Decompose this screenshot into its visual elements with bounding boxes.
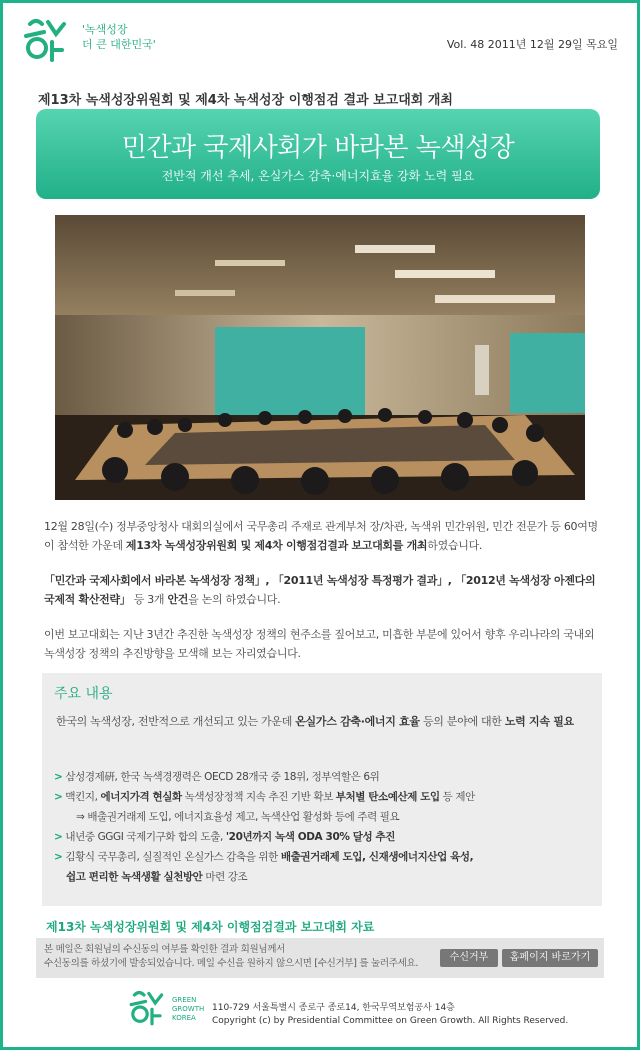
summary-sub-bullet: ⇒ 배출권거래제 도입, 에너지효율성 제고, 녹색산업 활성화 등에 주력 필요 — [76, 811, 400, 823]
notice-line2: 수신동의를 하셨기에 발송되었습니다. 메일 수신을 원하지 않으시면 [수신거부] 를 눌러주세요. — [44, 958, 419, 969]
footer-copyright: Copyright (c) by Presidential Committee on Green Growth. All Rights Reserved. — [212, 1016, 569, 1026]
brand-line: GROWTH — [172, 1005, 205, 1013]
bullet-emphasis: 배출권거래제 도입, 신재생에너지산업 육성, — [280, 851, 474, 863]
summary-bullet — [54, 767, 594, 787]
article-subtitle: 전반적 개선 추세, 온실가스 감축·에너지효율 강화 노력 필요 — [161, 169, 475, 183]
footer-address: 110-729 서울특별시 종로구 종로14, 한국무역보험공사 14층 — [212, 1003, 455, 1013]
summary-bullet-continued — [54, 867, 594, 887]
brand-line: KOREA — [172, 1014, 196, 1022]
slogan — [82, 22, 156, 52]
bullet-arrow-icon: > — [54, 851, 63, 863]
footer-brand — [172, 996, 204, 1023]
p1-emphasis: 제13차 녹색성장위원회 및 제4차 이행점검결과 보고대회를 개최 — [125, 539, 428, 552]
p1-text: 12월 28일(수) 정부중앙청사 대회의실에서 국무총리 주재로 관계부처 장/차관, 녹색위 민간위원, 민간 전문가 등 60여명이 참석한 가운데 — [44, 520, 598, 552]
summary-bullet — [54, 787, 594, 807]
bullet-text: 김황식 국무총리, 실질적인 온실가스 감축을 위한 — [65, 851, 281, 863]
summary-intro-emphasis-2: 노력 지속 필요 — [504, 715, 574, 728]
summary-intro-emphasis: 온실가스 감축·에너지 효율 — [295, 715, 420, 728]
bullet-arrow-icon: > — [54, 771, 63, 783]
bullet-text: 등 제안 — [439, 791, 475, 803]
homepage-button[interactable]: 홈페이지 바로가기 — [502, 949, 598, 967]
bullet-text: 삼성경제硏, 한국 녹색경쟁력은 OECD 28개국 중 18위, 정부역할은 6위 — [65, 771, 380, 783]
bullet-text: 내년중 GGGI 국제기구화 합의 도출, — [65, 831, 226, 843]
brand-line: GREEN — [172, 996, 197, 1004]
summary-title: 주요 내용 — [54, 686, 113, 702]
bullet-text: 마련 강조 — [202, 871, 248, 883]
footer-logo — [128, 988, 168, 1026]
summary-bullet — [54, 827, 594, 847]
notice-line1: 본 메일은 회원님의 수신동의 여부를 확인한 결과 회원님께서 — [44, 944, 285, 955]
article-paragraph-1 — [44, 517, 600, 555]
conference-photo — [55, 215, 585, 500]
summary-intro-text: 한국의 녹색성장, 전반적으로 개선되고 있는 가운데 — [56, 715, 296, 728]
article-title: 민간과 국제사회가 바라본 녹색성장 — [121, 133, 515, 163]
bullet-text: 녹색성장정책 지속 추진 기반 확보 — [181, 791, 336, 803]
summary-intro — [56, 711, 586, 732]
p1-tail: 하였습니다. — [427, 539, 483, 552]
summary-intro-mid: 등의 분야에 대한 — [419, 715, 505, 728]
title-banner — [36, 109, 600, 199]
p2-emphasis: 안건 — [167, 593, 189, 606]
summary-bullets — [54, 767, 594, 887]
resources-link[interactable]: 제13차 녹색성장위원회 및 제4차 이행점검결과 보고대회 자료 — [46, 920, 375, 934]
p2-agenda-titles: 「민간과 국제사회에서 바라본 녹색성장 정책」, 「2011년 녹색성장 특정평가 결과」, 「2012년 녹색성장 아젠다의 국제적 확산전략」 — [44, 574, 596, 606]
bullet-emphasis: '20년까지 녹색 ODA 30% 달성 추진 — [225, 831, 395, 843]
bullet-arrow-icon: > — [54, 831, 63, 843]
bullet-emphasis: 부처별 탄소예산제 도입 — [335, 791, 440, 803]
p2-text: 등 3개 — [130, 593, 168, 606]
slogan-line1: '녹색성장 — [82, 23, 128, 36]
notice-text — [44, 943, 418, 971]
bullet-emphasis: 쉽고 편리한 녹색생활 실천방안 — [66, 871, 203, 883]
bullet-arrow-icon: > — [54, 791, 63, 803]
issue-info: Vol. 48 2011년 12월 29일 목요일 — [446, 38, 618, 51]
unsubscribe-button[interactable]: 수신거부 — [440, 949, 498, 967]
summary-box — [42, 673, 602, 906]
green-growth-logo — [22, 16, 72, 62]
article-supertitle: 제13차 녹색성장위원회 및 제4차 녹색성장 이행점검 결과 보고대회 개최 — [38, 93, 453, 108]
p2-tail: 을 논의 하였습니다. — [188, 593, 281, 606]
bullet-text: 맥킨지, — [65, 791, 101, 803]
article-paragraph-2 — [44, 571, 600, 609]
summary-bullet — [54, 847, 594, 867]
slogan-line2: 더 큰 대한민국' — [82, 38, 156, 51]
article-paragraph-3: 이번 보고대회는 지난 3년간 추진한 녹색성장 정책의 현주소를 짚어보고, 미흡한 부분에 있어서 향후 우리나라의 국내외 녹색성장 정책의 추진방향을 모색해 보는 자리였습니다. — [44, 628, 595, 660]
mail-notice — [36, 938, 604, 978]
bullet-emphasis: 에너지가격 현실화 — [100, 791, 182, 803]
